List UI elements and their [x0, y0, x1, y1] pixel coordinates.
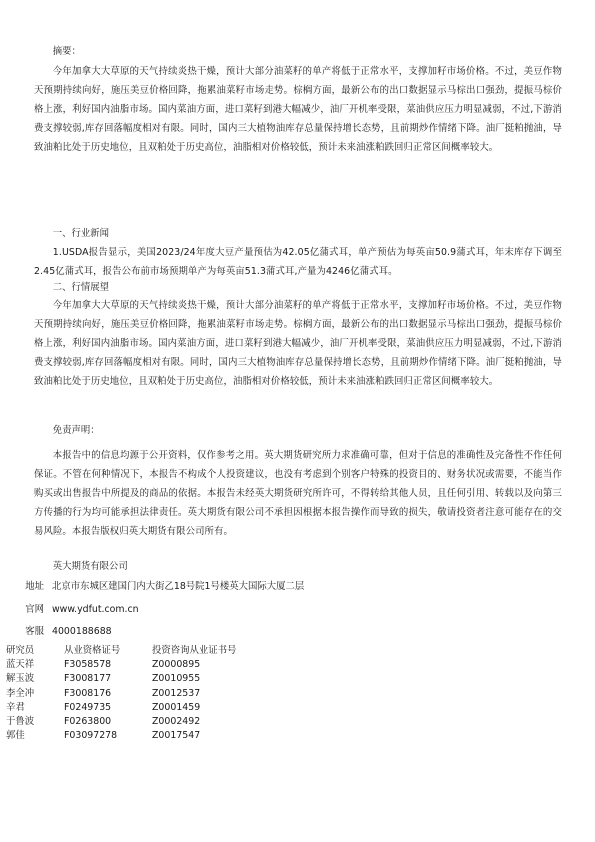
website-label: 官网: [25, 604, 44, 615]
staff-name: 郭佳: [6, 730, 25, 742]
staff-header-row: [6, 644, 236, 658]
staff-row: [6, 687, 236, 701]
abstract-text: 今年加拿大大草原的天气持续炎热干燥，预计大部分油菜籽的单产将低于正常水平，支撑加籽市场价格。不过，美豆作物天预期持续向好，施压美豆价格回降，拖累油菜籽市场走势。棕榈方面，最新公布的出口数据显示马棕出口强劲，提振马棕价格上涨，利好国内油脂市场。国内菜油方面，进口菜籽到港大幅减少，油厂开机率受限，菜油供应压力明显减弱，不过,下游消费支撑较弱,库存回落幅度相对有限。同时，国内三大植物油库存总量保持增长态势，且前期炒作情绪下降。油厂挺粕抛油，导致油粕比处于历史地位，且双粕处于历史高位，油脂相对价格较低，预计未来油涨粕跌回归正常区间概率较大。: [34, 66, 562, 153]
staff-row: [6, 701, 236, 715]
outlook-text: 今年加拿大大草原的天气持续炎热干燥，预计大部分油菜籽的单产将低于正常水平，支撑加籽市场价格。不过，美豆作物天预期持续向好，施压美豆价格回降，拖累油菜籽市场走势。棕榈方面，最新公布的出口数据显示马棕出口强劲，提振马棕价格上涨，利好国内油脂市场。国内菜油方面，进口菜籽到港大幅减少，油厂开机率受限，菜油供应压力明显减弱，不过,下游消费支撑较弱,库存回落幅度相对有限。同时，国内三大植物油库存总量保持增长态势，且前期炒作情绪下降。油厂挺粕抛油，导致油粕比处于历史地位，且双粕处于历史高位，油脂相对价格较低，预计未来油涨粕跌回归正常区间概率较大。: [34, 300, 562, 387]
staff-consulting-id: Z0012537: [152, 687, 201, 699]
address-label: 地址: [25, 581, 44, 592]
service-row: [10, 623, 112, 641]
staff-name: 解玉波: [6, 673, 35, 685]
staff-consulting-id: Z0001459: [152, 701, 201, 713]
staff-consulting-id: Z0017547: [152, 730, 201, 742]
staff-consulting-id: Z0002492: [152, 716, 201, 728]
staff-name: 于鲁波: [6, 716, 35, 728]
staff-row: [6, 658, 236, 672]
staff-row: [6, 715, 236, 729]
staff-name: 李全冲: [6, 687, 35, 699]
staff-qualification-id: F3008177: [64, 673, 112, 685]
staff-name: 辛君: [6, 701, 25, 713]
staff-name: 蓝天祥: [6, 659, 35, 671]
company-name: 英大期货有限公司: [52, 561, 128, 572]
staff-table: [6, 644, 236, 743]
staff-qualification-id: F0263800: [64, 716, 112, 728]
staff-header-qualification: 从业资格证号: [64, 645, 121, 656]
staff-consulting-id: Z0000895: [152, 659, 201, 671]
staff-header-name: 研究员: [6, 645, 35, 656]
staff-consulting-id: Z0010955: [152, 673, 201, 685]
news-heading: 一、行业新闻: [52, 228, 110, 239]
outlook-heading: 二、行情展望: [52, 282, 110, 293]
disclaimer-text: 本报告中的信息均源于公开资料，仅作参考之用。英大期货研究所力求准确可靠，但对于信息的准确性及完备性不作任何保证。不管在何种情况下，本报告不构成个人投资建议，也没有考虑到个别客户特殊的投资目的、财务状况或需要，不能当作购买或出售报告中所提及的商品的依据。本报告未经英大期货研究所许可，不得转给其他人员，且任何引用、转载以及向第三方传播的行为均可能承担法律责任。英大期货有限公司不承担因根据本报告操作而导致的损失，敬请投资者注意可能存在的交易风险。本报告版权归英大期货有限公司所有。: [34, 450, 562, 537]
website-link[interactable]: www.ydfut.com.cn: [52, 604, 139, 615]
staff-header-consulting: 投资咨询从业证书号: [152, 645, 237, 656]
service-phone: 4000188688: [52, 626, 112, 637]
address-value: 北京市东城区建国门内大街乙18号院1号楼英大国际大厦二层: [52, 581, 305, 592]
staff-row: [6, 729, 236, 743]
address-row: [10, 578, 304, 596]
disclaimer-label: 免责声明：: [52, 425, 100, 436]
staff-qualification-id: F3008176: [64, 687, 112, 699]
abstract-label: 摘要：: [52, 46, 81, 57]
staff-qualification-id: F3058578: [64, 659, 112, 671]
staff-qualification-id: F0249735: [64, 701, 112, 713]
service-label: 客服: [25, 626, 44, 637]
staff-qualification-id: F03097278: [64, 730, 118, 742]
staff-row: [6, 672, 236, 686]
news-text: 1.USDA报告显示，美国2023/24年度大豆产量预估为42.05亿蒲式耳，单产预估为每英亩50.9蒲式耳，年末库存下调至2.45亿蒲式耳，报告公布前市场预期单产为每英亩51.3蒲式耳,产量为4246亿蒲式耳。: [34, 247, 562, 277]
website-row: [10, 601, 139, 619]
